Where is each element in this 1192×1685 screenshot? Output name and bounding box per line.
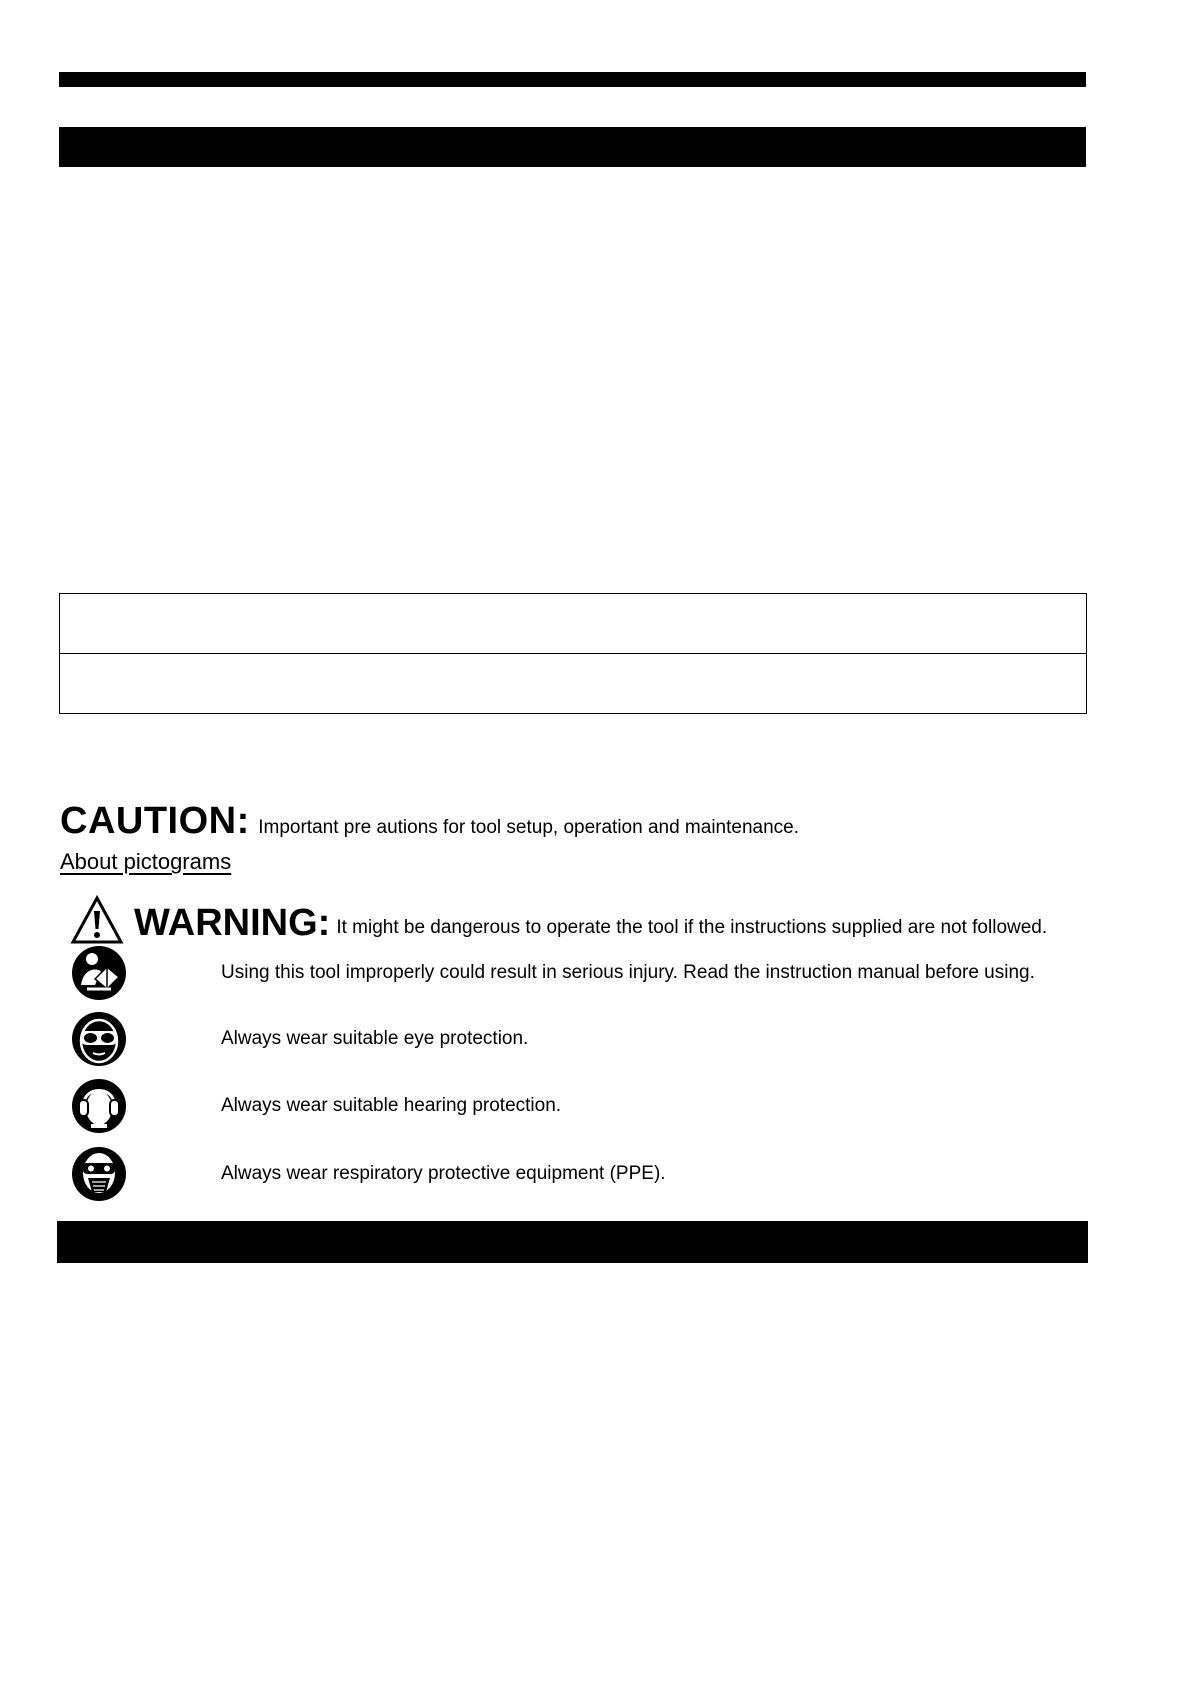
top-rule (59, 72, 1086, 87)
pictogram-item-eye (71, 1011, 528, 1067)
read-manual-icon (71, 945, 127, 1001)
caution-text: Important pre autions for tool setup, operation and maintenance. (258, 817, 800, 838)
eye-protection-icon (71, 1011, 127, 1067)
caution-line (60, 800, 799, 843)
warning-text: It might be dangerous to operate the tool if the instructions supplied are not followed. (336, 917, 1048, 938)
respirator-icon (71, 1146, 127, 1202)
pictogram-text: Always wear respiratory protective equipment (PPE). (221, 1163, 666, 1184)
pictogram-item-manual (71, 945, 1035, 1001)
pictogram-text: Always wear suitable eye protection. (221, 1028, 529, 1049)
footer-band (57, 1221, 1088, 1263)
warning-title: WARNING: (134, 902, 331, 944)
caution-title: CAUTION: (60, 800, 250, 842)
header-band (59, 127, 1086, 167)
pictogram-item-respirator (71, 1146, 666, 1202)
hearing-protection-icon (71, 1078, 127, 1134)
warning-line (70, 895, 1047, 945)
warning-triangle-icon (70, 895, 124, 945)
pictogram-item-hearing (71, 1078, 561, 1134)
pictograms-heading: About pictograms (60, 849, 232, 874)
pictogram-text: Using this tool improperly could result in serious injury. Read the instruction manual before using. (221, 962, 1035, 983)
empty-table (59, 593, 1087, 714)
table-divider (60, 653, 1086, 654)
pictogram-text: Always wear suitable hearing protection. (221, 1095, 562, 1116)
